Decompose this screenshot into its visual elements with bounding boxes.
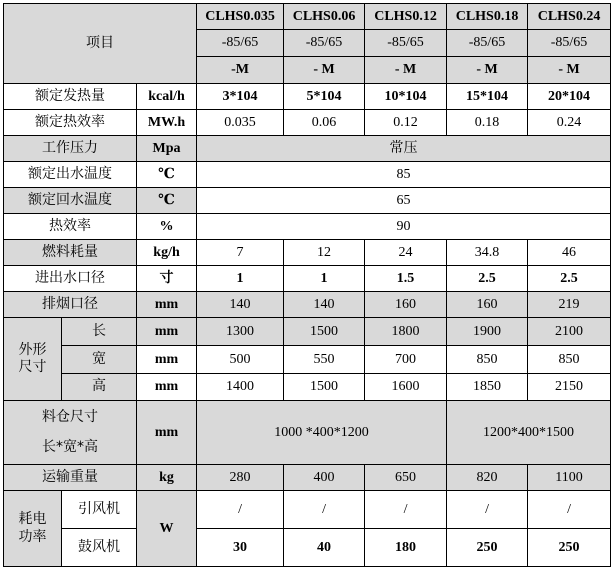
- value-cell: 160: [447, 292, 528, 318]
- table-row: [4, 346, 611, 374]
- row-unit: mm: [137, 346, 197, 374]
- row-label: 进出水口径: [4, 266, 137, 292]
- table-row: [4, 136, 611, 162]
- value-cell: 7: [197, 240, 284, 266]
- row-label: 排烟口径: [4, 292, 137, 318]
- value-cell: 30: [197, 529, 284, 567]
- value-cell: /: [284, 491, 365, 529]
- group-label-line: 外形: [18, 341, 47, 358]
- merged-value-cell: 1000 *400*1200: [197, 401, 447, 465]
- silo-label-line: 长*宽*高: [42, 438, 98, 455]
- row-label: 额定热效率: [4, 110, 137, 136]
- value-cell: 400: [284, 465, 365, 491]
- row-label: 额定出水温度: [4, 162, 137, 188]
- value-cell: 250: [528, 529, 611, 567]
- group-label-line: 尺寸: [18, 359, 47, 375]
- model-name-cell: CLHS0.24: [528, 4, 611, 30]
- value-cell: 1: [284, 266, 365, 292]
- model-name-cell: CLHS0.06: [284, 4, 365, 30]
- model-name-cell: CLHS0.035: [197, 4, 284, 30]
- value-cell: 500: [197, 346, 284, 374]
- value-cell: 2.5: [447, 266, 528, 292]
- table-row: [4, 401, 611, 465]
- value-cell: 1: [197, 266, 284, 292]
- dimensions-group-label: [4, 318, 62, 401]
- model-suffix-cell: - M: [447, 57, 528, 84]
- row-unit: mm: [137, 292, 197, 318]
- row-unit: Mpa: [137, 136, 197, 162]
- model-suffix-cell: - M: [365, 57, 447, 84]
- model-name-cell: CLHS0.18: [447, 4, 528, 30]
- value-cell: 0.035: [197, 110, 284, 136]
- item-header-cell: [4, 4, 197, 84]
- table-row: [4, 374, 611, 401]
- value-cell: 40: [284, 529, 365, 567]
- value-cell: 2.5: [528, 266, 611, 292]
- value-cell: 0.24: [528, 110, 611, 136]
- value-cell: 1.5: [365, 266, 447, 292]
- model-temp-cell: -85/65: [284, 30, 365, 57]
- table-row: [4, 529, 611, 567]
- value-cell: /: [365, 491, 447, 529]
- row-unit: 寸: [137, 266, 197, 292]
- row-label: 长: [62, 318, 137, 346]
- row-unit: kcal/h: [137, 84, 197, 110]
- value-cell: 2100: [528, 318, 611, 346]
- value-cell: 46: [528, 240, 611, 266]
- table-row: [4, 162, 611, 188]
- value-cell: 20*104: [528, 84, 611, 110]
- silo-label: [4, 401, 137, 465]
- table-row: [4, 84, 611, 110]
- value-cell: 1500: [284, 374, 365, 401]
- value-cell: /: [447, 491, 528, 529]
- value-cell: 3*104: [197, 84, 284, 110]
- value-cell: 1500: [284, 318, 365, 346]
- row-unit: mm: [137, 401, 197, 465]
- value-cell: 1300: [197, 318, 284, 346]
- table-row: [4, 465, 611, 491]
- model-temp-cell: -85/65: [528, 30, 611, 57]
- value-cell: 0.06: [284, 110, 365, 136]
- value-cell: 1900: [447, 318, 528, 346]
- row-unit: ℃: [137, 188, 197, 214]
- value-cell: 219: [528, 292, 611, 318]
- value-cell: 1850: [447, 374, 528, 401]
- row-label: 额定回水温度: [4, 188, 137, 214]
- row-label: 燃料耗量: [4, 240, 137, 266]
- item-header-label: 项目: [86, 34, 115, 51]
- value-cell: 2150: [528, 374, 611, 401]
- value-cell: /: [528, 491, 611, 529]
- table-row: [4, 266, 611, 292]
- table-row: [4, 188, 611, 214]
- value-cell: 24: [365, 240, 447, 266]
- model-name-cell: CLHS0.12: [365, 4, 447, 30]
- row-label: 鼓风机: [62, 529, 137, 567]
- row-unit: MW.h: [137, 110, 197, 136]
- group-label-line: 耗电: [18, 511, 47, 527]
- value-cell: 180: [365, 529, 447, 567]
- value-cell: 12: [284, 240, 365, 266]
- table-row: [4, 214, 611, 240]
- row-unit: mm: [137, 318, 197, 346]
- table-row: [4, 318, 611, 346]
- value-cell: 250: [447, 529, 528, 567]
- value-cell: 140: [197, 292, 284, 318]
- row-unit: kg: [137, 465, 197, 491]
- spec-table: [3, 3, 611, 567]
- row-unit: W: [137, 491, 197, 567]
- row-label: 额定发热量: [4, 84, 137, 110]
- merged-value-cell: 90: [197, 214, 611, 240]
- value-cell: /: [197, 491, 284, 529]
- table-row: [4, 292, 611, 318]
- model-temp-cell: -85/65: [365, 30, 447, 57]
- value-cell: 10*104: [365, 84, 447, 110]
- value-cell: 34.8: [447, 240, 528, 266]
- value-cell: 280: [197, 465, 284, 491]
- table-row: [4, 110, 611, 136]
- value-cell: 820: [447, 465, 528, 491]
- value-cell: 0.12: [365, 110, 447, 136]
- row-label: 运输重量: [4, 465, 137, 491]
- value-cell: 140: [284, 292, 365, 318]
- table-row: [4, 491, 611, 529]
- row-unit: %: [137, 214, 197, 240]
- merged-value-cell: 1200*400*1500: [447, 401, 611, 465]
- merged-value-cell: 65: [197, 188, 611, 214]
- row-unit: ℃: [137, 162, 197, 188]
- value-cell: 1800: [365, 318, 447, 346]
- value-cell: 15*104: [447, 84, 528, 110]
- silo-label-line: 料仓尺寸: [42, 409, 98, 425]
- value-cell: 5*104: [284, 84, 365, 110]
- value-cell: 550: [284, 346, 365, 374]
- value-cell: 1100: [528, 465, 611, 491]
- model-suffix-cell: - M: [284, 57, 365, 84]
- value-cell: 160: [365, 292, 447, 318]
- value-cell: 0.18: [447, 110, 528, 136]
- table-row: [4, 240, 611, 266]
- row-label: 热效率: [4, 214, 137, 240]
- value-cell: 850: [447, 346, 528, 374]
- value-cell: 700: [365, 346, 447, 374]
- merged-value-cell: 常压: [197, 136, 611, 162]
- model-suffix-cell: -M: [197, 57, 284, 84]
- row-label: 引风机: [62, 491, 137, 529]
- row-unit: kg/h: [137, 240, 197, 266]
- row-unit: mm: [137, 374, 197, 401]
- value-cell: 650: [365, 465, 447, 491]
- row-label: 宽: [62, 346, 137, 374]
- merged-value-cell: 85: [197, 162, 611, 188]
- group-label-line: 功率: [18, 528, 47, 545]
- power-group-label: [4, 491, 62, 567]
- value-cell: 850: [528, 346, 611, 374]
- model-temp-cell: -85/65: [447, 30, 528, 57]
- value-cell: 1600: [365, 374, 447, 401]
- value-cell: 1400: [197, 374, 284, 401]
- row-label: 工作压力: [4, 136, 137, 162]
- model-suffix-cell: - M: [528, 57, 611, 84]
- model-temp-cell: -85/65: [197, 30, 284, 57]
- row-label: 高: [62, 374, 137, 401]
